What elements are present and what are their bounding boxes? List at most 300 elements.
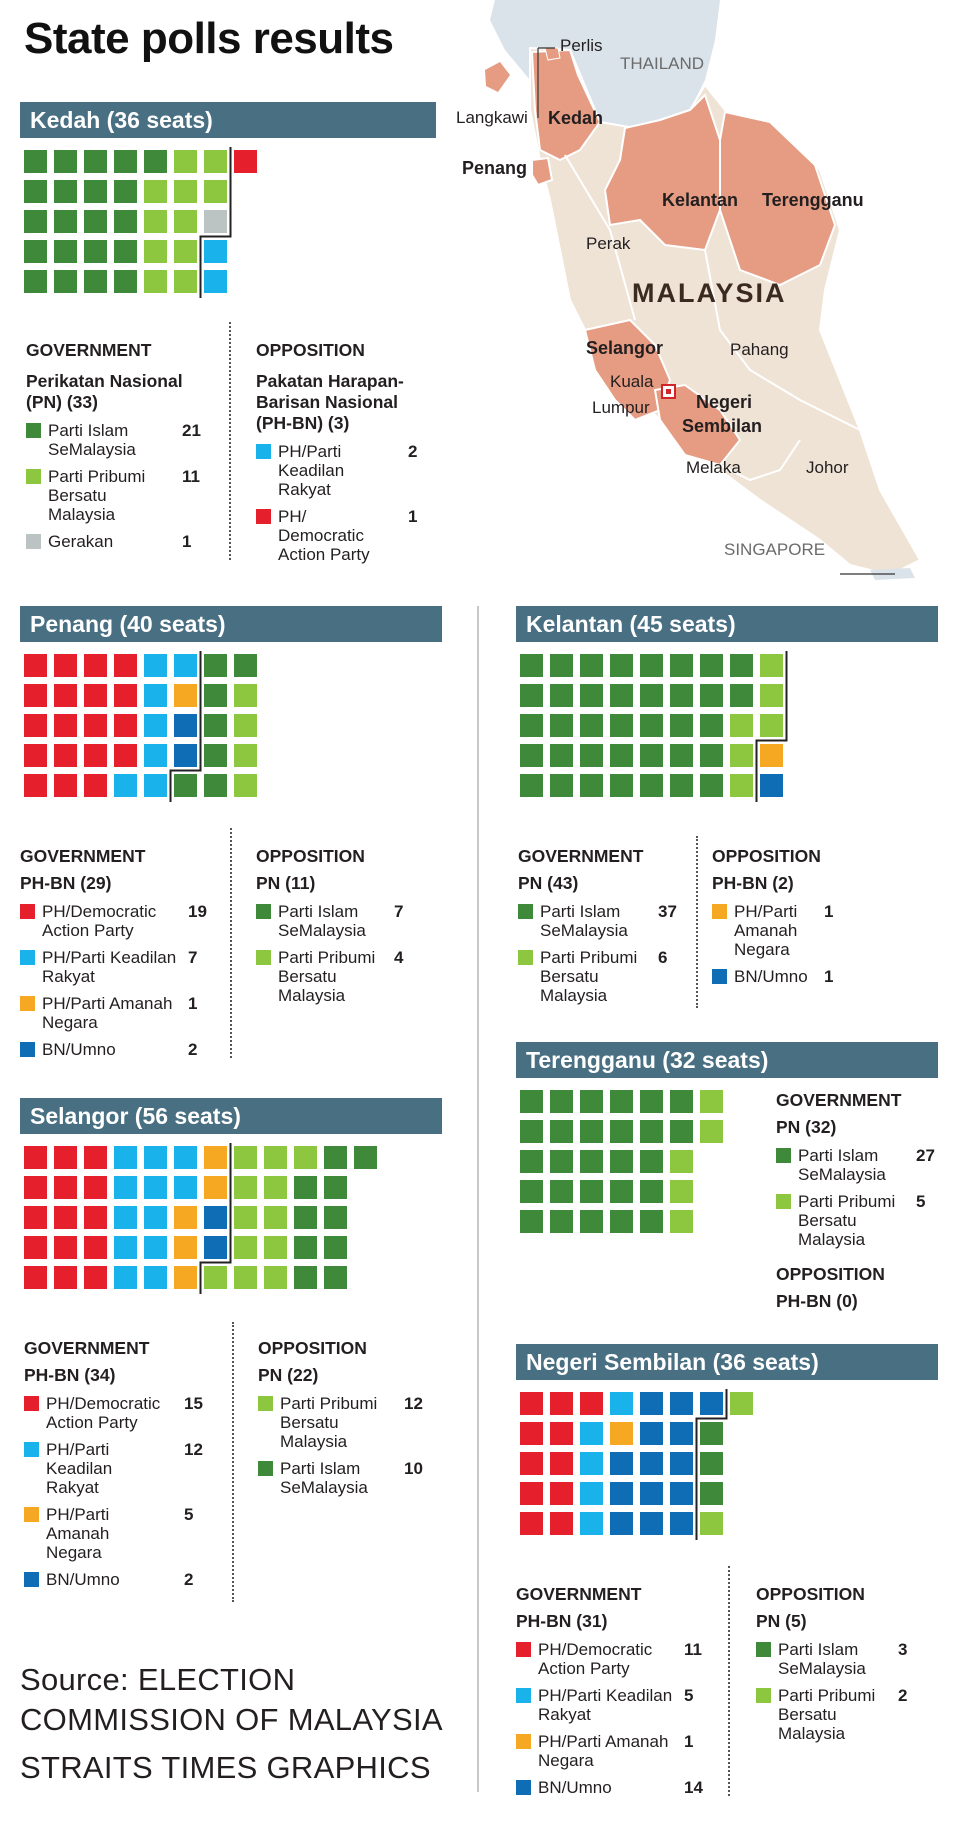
seat-square-pas bbox=[114, 270, 137, 293]
label-melaka: Melaka bbox=[686, 458, 741, 477]
seat-square-pas bbox=[550, 714, 573, 737]
party-value: 7 bbox=[188, 948, 198, 967]
seat-square-gerakan bbox=[204, 210, 227, 233]
seat-square-dap bbox=[54, 1146, 77, 1169]
seat-square-pkr bbox=[114, 1176, 137, 1199]
state-header-kelantan: Kelantan (45 seats) bbox=[516, 606, 938, 642]
party-value: 19 bbox=[188, 902, 207, 921]
seat-square-umno bbox=[640, 1512, 663, 1535]
seat-square-pas bbox=[294, 1266, 317, 1289]
seat-square-pas bbox=[84, 180, 107, 203]
seat-square-pkr bbox=[610, 1392, 633, 1415]
seat-square-pas bbox=[520, 684, 543, 707]
seat-square-dap bbox=[520, 1482, 543, 1505]
party-name: PH/Parti Amanah Negara bbox=[538, 1732, 669, 1770]
pkr-swatch bbox=[516, 1688, 531, 1703]
seat-square-bersatu bbox=[234, 1206, 257, 1229]
seat-square-dap bbox=[550, 1452, 573, 1475]
seat-square-pas bbox=[550, 774, 573, 797]
seat-square-bersatu bbox=[234, 1146, 257, 1169]
party-name: Parti Pribumi Bersatu Malaysia bbox=[280, 1394, 378, 1451]
party-name: Parti Pribumi Bersatu Malaysia bbox=[540, 948, 638, 1005]
party-name: Parti Islam SeMalaysia bbox=[280, 1459, 368, 1497]
seat-square-bersatu bbox=[760, 714, 783, 737]
bersatu-swatch bbox=[26, 469, 41, 484]
umno-swatch bbox=[712, 969, 727, 984]
seat-square-pas bbox=[670, 654, 693, 677]
party-name: PH/Parti Amanah Negara bbox=[42, 994, 173, 1032]
seat-square-dap bbox=[84, 714, 107, 737]
seat-square-pas bbox=[174, 774, 197, 797]
legend-selangor-opposition bbox=[258, 1338, 448, 1505]
seat-square-pkr bbox=[144, 684, 167, 707]
seat-square-dap bbox=[84, 1236, 107, 1259]
seat-square-dap bbox=[114, 744, 137, 767]
seat-square-pas bbox=[234, 654, 257, 677]
seat-square-dap bbox=[54, 744, 77, 767]
party-name: Gerakan bbox=[48, 532, 114, 551]
party-value: 4 bbox=[394, 948, 404, 967]
seat-square-pkr bbox=[114, 1236, 137, 1259]
seat-square-umno bbox=[670, 1392, 693, 1415]
seat-square-pas bbox=[204, 744, 227, 767]
opposition-coalition: PN (11) bbox=[256, 873, 316, 893]
seat-square-bersatu bbox=[234, 684, 257, 707]
party-value: 6 bbox=[658, 948, 668, 967]
seat-square-pas bbox=[204, 654, 227, 677]
party-value: 12 bbox=[184, 1440, 203, 1459]
seat-square-pas bbox=[700, 1422, 723, 1445]
seat-square-pas bbox=[670, 744, 693, 767]
page-title: State polls results bbox=[24, 14, 394, 63]
seat-square-pas bbox=[24, 240, 47, 263]
seat-square-pas bbox=[610, 1180, 633, 1203]
seat-square-bersatu bbox=[144, 180, 167, 203]
party-value: 5 bbox=[916, 1192, 926, 1211]
seat-square-pkr bbox=[144, 774, 167, 797]
seat-square-dap bbox=[24, 714, 47, 737]
seat-square-pas bbox=[294, 1236, 317, 1259]
pas-swatch bbox=[26, 423, 41, 438]
seat-square-umno bbox=[700, 1392, 723, 1415]
party-value: 10 bbox=[404, 1459, 423, 1478]
seat-square-bersatu bbox=[730, 774, 753, 797]
legend-penang-opposition bbox=[256, 846, 446, 1013]
party-name: PH/Democratic Action Party bbox=[538, 1640, 653, 1678]
seat-square-bersatu bbox=[730, 744, 753, 767]
state-header-negeri-sembilan: Negeri Sembilan (36 seats) bbox=[516, 1344, 938, 1380]
seat-square-pkr bbox=[144, 1206, 167, 1229]
seat-square-pas bbox=[54, 240, 77, 263]
seat-square-pas bbox=[520, 654, 543, 677]
seat-square-pas bbox=[580, 1210, 603, 1233]
seat-square-pas bbox=[580, 714, 603, 737]
legend-negeri-sembilan-government bbox=[516, 1584, 716, 1805]
bersatu-swatch bbox=[756, 1688, 771, 1703]
source-line-3: STRAITS TIMES GRAPHICS bbox=[20, 1750, 431, 1785]
seat-square-dap bbox=[550, 1482, 573, 1505]
party-name: Parti Islam SeMalaysia bbox=[48, 421, 136, 459]
opposition-label: OPPOSITION bbox=[712, 846, 821, 866]
seat-square-umno bbox=[640, 1452, 663, 1475]
seat-square-dap bbox=[54, 1206, 77, 1229]
government-label: GOVERNMENT bbox=[26, 340, 152, 360]
party-value: 1 bbox=[684, 1732, 694, 1751]
party-name: PH/ Democratic Action Party bbox=[278, 507, 370, 564]
pas-swatch bbox=[776, 1148, 791, 1163]
party-name: PH/Parti Keadilan Rakyat bbox=[42, 948, 177, 986]
waffle-penang bbox=[24, 654, 304, 824]
party-name: Parti Pribumi Bersatu Malaysia bbox=[48, 467, 146, 524]
party-value: 1 bbox=[182, 532, 192, 551]
seat-square-dap bbox=[24, 1206, 47, 1229]
label-kuala: Kuala bbox=[610, 372, 654, 391]
seat-square-pas bbox=[550, 1120, 573, 1143]
seat-square-umno bbox=[640, 1482, 663, 1505]
seat-square-umno bbox=[670, 1452, 693, 1475]
seat-square-pas bbox=[54, 150, 77, 173]
seat-square-pas bbox=[640, 1090, 663, 1113]
seat-square-bersatu bbox=[760, 654, 783, 677]
seat-square-amanah bbox=[174, 684, 197, 707]
seat-square-pas bbox=[24, 210, 47, 233]
seat-square-pas bbox=[24, 180, 47, 203]
bersatu-swatch bbox=[776, 1194, 791, 1209]
seat-square-pas bbox=[640, 774, 663, 797]
seat-square-bersatu bbox=[174, 210, 197, 233]
party-name: Parti Islam SeMalaysia bbox=[278, 902, 366, 940]
party-name: PH/Parti Amanah Negara bbox=[46, 1505, 110, 1562]
source-line-2: COMMISSION OF MALAYSIA bbox=[20, 1702, 443, 1737]
seat-square-umno bbox=[204, 1206, 227, 1229]
seat-square-bersatu bbox=[234, 744, 257, 767]
seat-square-bersatu bbox=[204, 180, 227, 203]
label-singapore: SINGAPORE bbox=[724, 540, 826, 559]
government-label: GOVERNMENT bbox=[776, 1090, 902, 1110]
seat-square-bersatu bbox=[234, 714, 257, 737]
seat-square-pas bbox=[204, 684, 227, 707]
seat-square-bersatu bbox=[174, 270, 197, 293]
party-value: 21 bbox=[182, 421, 201, 440]
seat-square-pas bbox=[24, 150, 47, 173]
pas-swatch bbox=[756, 1642, 771, 1657]
seat-square-dap bbox=[580, 1392, 603, 1415]
seat-square-umno bbox=[670, 1422, 693, 1445]
seat-square-bersatu bbox=[264, 1236, 287, 1259]
seat-square-umno bbox=[610, 1482, 633, 1505]
seat-square-pas bbox=[294, 1206, 317, 1229]
divider-selangor bbox=[232, 1322, 234, 1602]
seat-square-bersatu bbox=[174, 240, 197, 263]
seat-square-umno bbox=[610, 1452, 633, 1475]
government-coalition: PH-BN (29) bbox=[20, 873, 112, 893]
opposition-coalition: Pakatan Harapan-Barisan Nasional (PH-BN) (3) bbox=[256, 371, 404, 433]
dap-swatch bbox=[256, 509, 271, 524]
seat-square-pas bbox=[520, 774, 543, 797]
party-name: PH/Democratic Action Party bbox=[46, 1394, 161, 1432]
party-name: BN/Umno bbox=[538, 1778, 612, 1797]
label-thailand: THAILAND bbox=[620, 54, 705, 73]
opposition-label: OPPOSITION bbox=[258, 1338, 367, 1358]
legend-kedah-government bbox=[26, 340, 206, 559]
seat-square-umno bbox=[610, 1512, 633, 1535]
waffle-selangor bbox=[24, 1146, 444, 1316]
seat-square-pas bbox=[700, 714, 723, 737]
seat-square-bersatu bbox=[234, 1266, 257, 1289]
seat-square-pas bbox=[84, 210, 107, 233]
party-name: BN/Umno bbox=[42, 1040, 116, 1059]
seat-square-pas bbox=[640, 1210, 663, 1233]
seat-square-pas bbox=[550, 1090, 573, 1113]
seat-square-pas bbox=[580, 774, 603, 797]
seat-square-pas bbox=[610, 684, 633, 707]
seat-square-pas bbox=[520, 744, 543, 767]
seat-square-pkr bbox=[580, 1452, 603, 1475]
seat-square-dap bbox=[84, 1176, 107, 1199]
seat-square-amanah bbox=[204, 1176, 227, 1199]
seat-square-umno bbox=[204, 1236, 227, 1259]
map-langkawi bbox=[485, 62, 510, 92]
divider-negeri-sembilan bbox=[728, 1566, 730, 1796]
seat-square-pas bbox=[670, 684, 693, 707]
government-label: GOVERNMENT bbox=[518, 846, 644, 866]
seat-square-pkr bbox=[144, 1146, 167, 1169]
party-value: 2 bbox=[408, 442, 418, 461]
seat-square-pas bbox=[54, 210, 77, 233]
party-value: 12 bbox=[404, 1394, 423, 1413]
seat-square-pas bbox=[54, 270, 77, 293]
seat-square-dap bbox=[24, 1176, 47, 1199]
party-value: 14 bbox=[684, 1778, 703, 1797]
seat-square-amanah bbox=[174, 1206, 197, 1229]
seat-square-dap bbox=[550, 1422, 573, 1445]
amanah-swatch bbox=[20, 996, 35, 1011]
opposition-label: OPPOSITION bbox=[756, 1584, 865, 1604]
seat-square-bersatu bbox=[760, 684, 783, 707]
seat-square-pas bbox=[324, 1266, 347, 1289]
seat-square-dap bbox=[114, 714, 137, 737]
seat-square-pkr bbox=[580, 1482, 603, 1505]
seat-square-pas bbox=[84, 150, 107, 173]
seat-square-pas bbox=[580, 1150, 603, 1173]
seat-square-dap bbox=[24, 1146, 47, 1169]
pas-swatch bbox=[258, 1461, 273, 1476]
seat-square-pas bbox=[24, 270, 47, 293]
seat-square-bersatu bbox=[144, 270, 167, 293]
seat-square-pas bbox=[700, 1482, 723, 1505]
party-value: 1 bbox=[188, 994, 198, 1013]
seat-square-dap bbox=[550, 1392, 573, 1415]
pas-swatch bbox=[518, 904, 533, 919]
seat-square-pkr bbox=[174, 1176, 197, 1199]
government-coalition: PN (32) bbox=[776, 1117, 837, 1137]
umno-swatch bbox=[20, 1042, 35, 1057]
seat-square-pas bbox=[84, 270, 107, 293]
seat-square-pas bbox=[610, 744, 633, 767]
seat-square-pas bbox=[550, 654, 573, 677]
seat-square-pas bbox=[520, 1120, 543, 1143]
seat-square-bersatu bbox=[234, 1236, 257, 1259]
seat-square-bersatu bbox=[700, 1090, 723, 1113]
government-coalition: PH-BN (34) bbox=[24, 1365, 116, 1385]
seat-square-amanah bbox=[760, 744, 783, 767]
legend-kelantan-government bbox=[518, 846, 688, 1013]
seat-square-dap bbox=[24, 744, 47, 767]
map-penang bbox=[532, 158, 552, 185]
government-label: GOVERNMENT bbox=[516, 1584, 642, 1604]
seat-square-pas bbox=[294, 1176, 317, 1199]
seat-square-pas bbox=[580, 744, 603, 767]
seat-square-dap bbox=[24, 774, 47, 797]
seat-square-dap bbox=[24, 1236, 47, 1259]
seat-square-dap bbox=[550, 1512, 573, 1535]
seat-square-dap bbox=[24, 654, 47, 677]
seat-square-bersatu bbox=[234, 774, 257, 797]
party-value: 5 bbox=[684, 1686, 694, 1705]
seat-square-dap bbox=[84, 1266, 107, 1289]
seat-square-bersatu bbox=[174, 180, 197, 203]
seat-square-pkr bbox=[144, 1176, 167, 1199]
seat-square-pas bbox=[610, 1120, 633, 1143]
seat-square-pas bbox=[114, 150, 137, 173]
seat-square-dap bbox=[84, 654, 107, 677]
legend-kedah-opposition bbox=[256, 340, 436, 572]
seat-square-pas bbox=[670, 1090, 693, 1113]
seat-square-pas bbox=[550, 744, 573, 767]
label-johor: Johor bbox=[806, 458, 849, 477]
seat-square-pas bbox=[640, 714, 663, 737]
seat-square-pas bbox=[580, 684, 603, 707]
seat-square-pas bbox=[610, 774, 633, 797]
source-note bbox=[20, 1660, 443, 1788]
seat-square-pas bbox=[640, 744, 663, 767]
seat-square-pas bbox=[204, 714, 227, 737]
seat-square-dap bbox=[84, 774, 107, 797]
government-coalition: Perikatan Nasional (PN) (33) bbox=[26, 371, 183, 412]
pkr-swatch bbox=[256, 444, 271, 459]
label-penang: Penang bbox=[462, 158, 528, 178]
waffle-kedah bbox=[24, 150, 304, 320]
seat-square-dap bbox=[24, 684, 47, 707]
seat-square-bersatu bbox=[264, 1176, 287, 1199]
label-terengganu: Terengganu bbox=[762, 190, 864, 210]
party-value: 27 bbox=[916, 1146, 935, 1165]
seat-square-pas bbox=[580, 1090, 603, 1113]
party-name: PH/Parti Keadilan Rakyat bbox=[278, 442, 345, 499]
party-name: PH/Parti Keadilan Rakyat bbox=[538, 1686, 673, 1724]
seat-square-umno bbox=[670, 1512, 693, 1535]
seat-square-bersatu bbox=[670, 1150, 693, 1173]
party-value: 7 bbox=[394, 902, 404, 921]
dap-swatch bbox=[516, 1642, 531, 1657]
seat-square-pas bbox=[550, 1210, 573, 1233]
opposition-coalition: PH-BN (0) bbox=[776, 1291, 858, 1311]
opposition-label: OPPOSITION bbox=[256, 340, 365, 360]
seat-square-bersatu bbox=[700, 1120, 723, 1143]
party-value: 3 bbox=[898, 1640, 908, 1659]
seat-square-dap bbox=[54, 654, 77, 677]
seat-square-pas bbox=[700, 1452, 723, 1475]
seat-square-dap bbox=[54, 1266, 77, 1289]
bersatu-swatch bbox=[256, 950, 271, 965]
seat-square-pkr bbox=[114, 1206, 137, 1229]
party-name: BN/Umno bbox=[734, 967, 808, 986]
seat-square-pas bbox=[640, 1150, 663, 1173]
seat-square-bersatu bbox=[700, 1512, 723, 1535]
seat-square-pkr bbox=[174, 1146, 197, 1169]
seat-square-bersatu bbox=[294, 1146, 317, 1169]
amanah-swatch bbox=[24, 1507, 39, 1522]
seat-square-umno bbox=[174, 744, 197, 767]
seat-square-umno bbox=[174, 714, 197, 737]
seat-square-bersatu bbox=[144, 210, 167, 233]
seat-square-pas bbox=[670, 774, 693, 797]
seat-square-pas bbox=[204, 774, 227, 797]
legend-negeri-sembilan-opposition bbox=[756, 1584, 946, 1751]
party-value: 2 bbox=[184, 1570, 194, 1589]
party-name: Parti Islam SeMalaysia bbox=[540, 902, 628, 940]
opposition-label: OPPOSITION bbox=[776, 1264, 885, 1284]
bersatu-swatch bbox=[518, 950, 533, 965]
party-name: PH/Parti Keadilan Rakyat bbox=[46, 1440, 113, 1497]
seat-square-bersatu bbox=[204, 1266, 227, 1289]
seat-square-bersatu bbox=[174, 150, 197, 173]
seat-square-dap bbox=[54, 714, 77, 737]
party-name: Parti Islam SeMalaysia bbox=[778, 1640, 866, 1678]
seat-square-amanah bbox=[204, 1146, 227, 1169]
seat-square-dap bbox=[234, 150, 257, 173]
seat-square-pas bbox=[700, 774, 723, 797]
seat-square-pkr bbox=[580, 1512, 603, 1535]
party-value: 37 bbox=[658, 902, 677, 921]
seat-square-umno bbox=[760, 774, 783, 797]
seat-square-bersatu bbox=[264, 1146, 287, 1169]
label-kelantan: Kelantan bbox=[662, 190, 739, 210]
dap-swatch bbox=[20, 904, 35, 919]
party-name: Parti Islam SeMalaysia bbox=[798, 1146, 886, 1184]
label-perlis: Perlis bbox=[560, 36, 603, 55]
label-negeri: Negeri bbox=[696, 392, 753, 412]
seat-square-dap bbox=[84, 1146, 107, 1169]
pas-swatch bbox=[256, 904, 271, 919]
seat-square-pkr bbox=[580, 1422, 603, 1445]
waffle-negeri-sembilan bbox=[520, 1392, 820, 1562]
government-label: GOVERNMENT bbox=[24, 1338, 150, 1358]
seat-square-dap bbox=[520, 1392, 543, 1415]
seat-square-pas bbox=[324, 1146, 347, 1169]
seat-square-dap bbox=[520, 1512, 543, 1535]
label-selangor: Selangor bbox=[586, 338, 664, 358]
seat-square-bersatu bbox=[144, 240, 167, 263]
label-malaysia: MALAYSIA bbox=[632, 278, 787, 308]
legend-terengganu-government bbox=[776, 1090, 946, 1257]
government-coalition: PN (43) bbox=[518, 873, 579, 893]
party-value: 11 bbox=[182, 467, 200, 486]
legend-selangor-government bbox=[24, 1338, 224, 1597]
seat-square-pkr bbox=[114, 1266, 137, 1289]
seat-square-pas bbox=[730, 654, 753, 677]
label-perak: Perak bbox=[586, 234, 631, 253]
party-name: PH/Democratic Action Party bbox=[42, 902, 157, 940]
seat-square-amanah bbox=[174, 1266, 197, 1289]
state-header-selangor: Selangor (56 seats) bbox=[20, 1098, 442, 1134]
seat-square-pas bbox=[324, 1176, 347, 1199]
seat-square-pkr bbox=[144, 654, 167, 677]
seat-square-pas bbox=[670, 1120, 693, 1143]
seat-square-pas bbox=[520, 714, 543, 737]
label-pahang: Pahang bbox=[730, 340, 789, 359]
party-value: 2 bbox=[898, 1686, 908, 1705]
